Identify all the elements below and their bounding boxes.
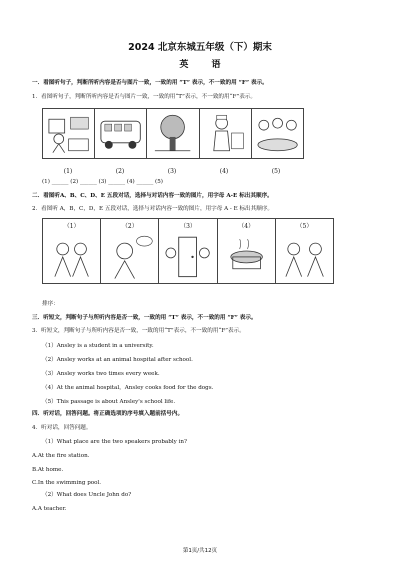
page-footer: 第1页/共12页	[182, 548, 218, 554]
picture-number: （5）	[296, 223, 313, 230]
picture-number: （3）	[180, 223, 196, 230]
picture-1	[43, 109, 95, 158]
picture-3	[147, 109, 199, 158]
section3-sentence: （5）This passage is about Ansley's school life.	[42, 399, 176, 405]
picture-5	[252, 109, 303, 158]
door-picture	[159, 219, 216, 283]
picture-number: （2）	[121, 223, 138, 230]
picture-label: (5)	[271, 168, 281, 175]
section3-instruction: 3．听短文，判断句子与所听内容是否一致，一致的用“T”表示，不一致的用“F”表示。	[32, 328, 245, 334]
section2-heading: 二．看图听A、B、C、D、E 五段对话，选择与对话内容一致的图片，用字母 A-E 标出其顺序。	[32, 193, 273, 199]
picture-number: （4）	[238, 223, 255, 230]
section1-answer-blanks: (1) ______ (2) ______ (3) ______ (4) ______ (5)	[42, 179, 163, 185]
section3-sentence: （3）Ansley works two times every week.	[42, 371, 160, 377]
picture-1	[43, 219, 101, 283]
section1-instruction: 1．看图听句子，判断所听内容是否与图片一致，一致的用“T”表示，不一致的用“F”表示。	[32, 94, 256, 100]
picture-4	[218, 219, 276, 283]
kids-talking-picture	[43, 219, 100, 283]
section2-order-label: 排序：	[42, 301, 59, 307]
section4-option: C.In the swimming pool.	[32, 480, 102, 486]
boy-with-map-picture	[43, 109, 94, 158]
page-title: 2024 北京东城五年级（下）期末	[128, 42, 272, 53]
section4-instruction: 4．听对话，回答问题。	[32, 425, 92, 431]
picture-5	[276, 219, 333, 283]
tree-picture	[147, 109, 198, 158]
picture-label: (4)	[219, 168, 229, 175]
section1-heading: 一．看图听句子，判断所听内容是否与图片一致，一致的用 “T” 表示，不一致的用 “F” 表示。	[32, 80, 268, 86]
boy-thinking-picture	[101, 219, 158, 283]
family-dinner-picture	[252, 109, 303, 158]
section3-sentence: （4）At the animal hospital，Ansley cooks food for the dogs.	[42, 385, 214, 391]
section3-heading: 三．听短文，判断句子与所听内容是否一致，一致的用 “T” 表示，不一致的用 “F” 表示。	[32, 315, 257, 321]
section1-picture-strip	[42, 108, 304, 159]
picture-label: (1)	[63, 168, 73, 175]
gardening-picture	[276, 219, 333, 283]
nurse-picture	[200, 109, 251, 158]
picture-4	[200, 109, 252, 158]
picture-3	[159, 219, 217, 283]
picture-2	[95, 109, 147, 158]
picture-label: (3)	[167, 168, 177, 175]
section4-heading: 四．听对话，回答问题。将正确选项的序号填入题前括号内。	[32, 411, 184, 417]
section4-question: （2）What does Uncle John do?	[42, 492, 132, 498]
section4-question: （1）What place are the two speakers probably in?	[42, 439, 187, 445]
picture-2	[101, 219, 159, 283]
section4-option: B.At home.	[32, 467, 64, 473]
page-subtitle: 英 语	[179, 60, 231, 70]
section2-instruction: 2．看图听 A，B，C，D，E 五段对话，选择与对话内容一致的图片，用字母 A - E 标出其顺序。	[32, 206, 274, 212]
bus-picture	[95, 109, 146, 158]
section4-option: A.At the fire station.	[32, 453, 90, 459]
section4-option: A.A teacher.	[32, 506, 67, 512]
section1-picture-labels	[42, 168, 302, 175]
picture-number: （1）	[63, 223, 80, 230]
cooking-picture	[218, 219, 275, 283]
picture-label: (2)	[115, 168, 125, 175]
section2-picture-strip	[42, 218, 334, 284]
section3-sentence: （2）Ansley works at an animal hospital after school.	[42, 357, 193, 363]
section3-sentence: （1）Ansley is a student in a university.	[42, 343, 154, 349]
